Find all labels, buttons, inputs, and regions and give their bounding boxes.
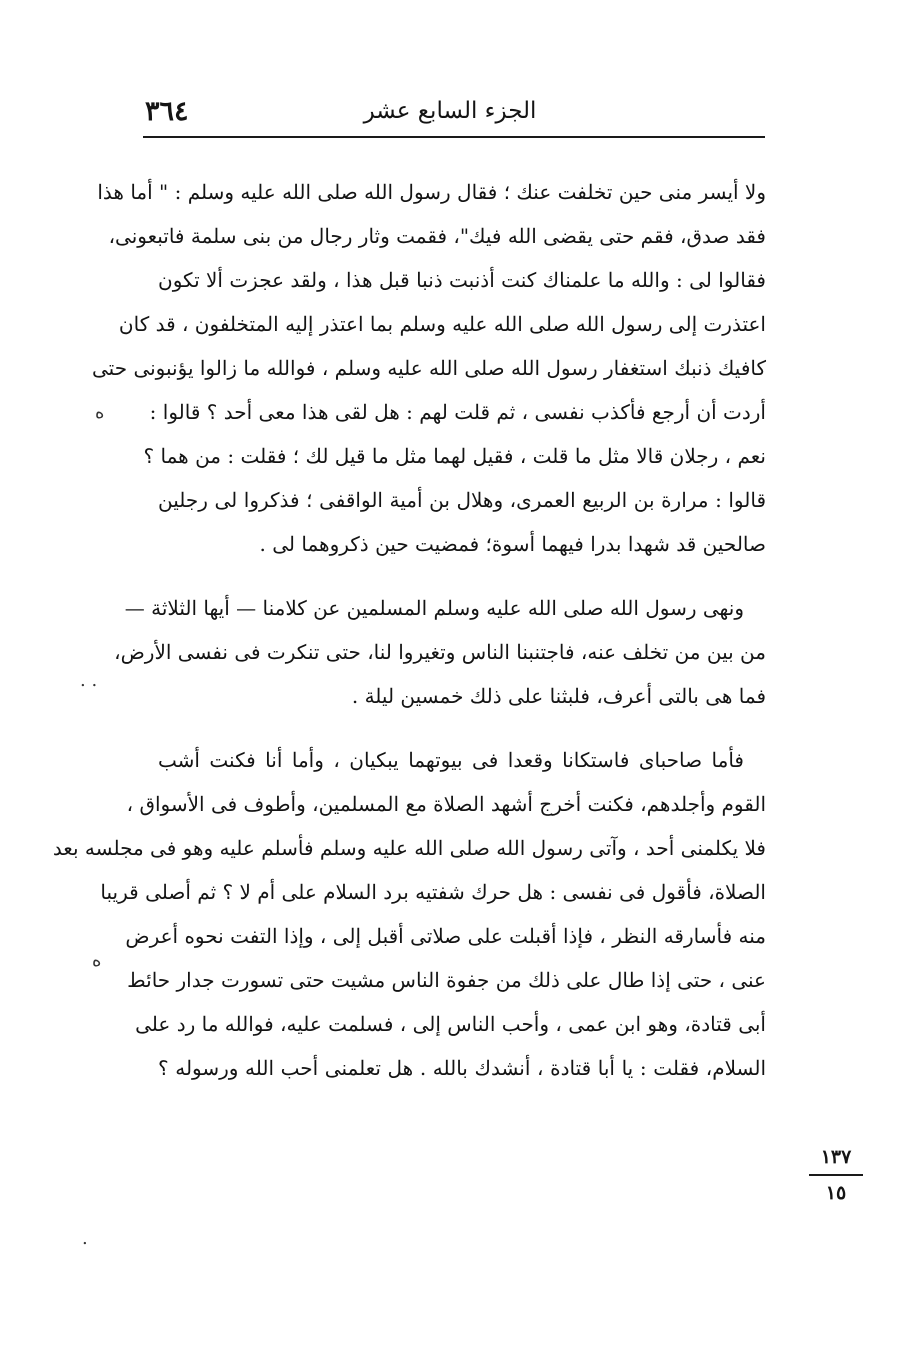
text-line: فلا يكلمنى أحد ، وآتى رسول الله صلى الله عليه وسلم فأسلم عليه وهو فى مجلسه بعد: [52, 836, 766, 860]
paragraph-gap: [158, 566, 766, 586]
text-line: ولا أيسر منى حين تخلفت عنك ؛ فقال رسول الله صلى الله عليه وسلم : " أما هذا: [97, 180, 766, 204]
text-line: فقد صدق، فقم حتى يقضى الله فيك"، فقمت وثار رجال من بنى سلمة فاتبعونى،: [108, 224, 766, 248]
text-line: فأما صاحباى فاستكانا وقعدا فى بيوتهما يبكيان ، وأما أنا فكنت أشب: [158, 748, 744, 772]
running-head: الجزء السابع عشر: [363, 98, 537, 124]
signature-mark: [805, 1142, 867, 1208]
text-line: السلام، فقلت : يا أبا قتادة ، أنشدك بالله . هل تعلمنى أحب الله ورسوله ؟: [158, 1056, 767, 1080]
margin-mark: ه: [92, 950, 102, 971]
signature-rule: [809, 1174, 863, 1176]
paragraph-1: [92, 170, 766, 566]
body-text: [52, 170, 767, 1090]
text-line: أبى قتادة، وهو ابن عمى ، وأحب الناس إلى ، فسلمت عليه، فوالله ما رد على: [135, 1012, 766, 1036]
paragraph-gap: [158, 718, 766, 738]
margin-mark: . .: [80, 670, 98, 691]
signature-top: ١٣٧: [820, 1146, 852, 1168]
text-line: الصلاة، فأقول فى نفسى : هل حرك شفتيه برد السلام على أم لا ؟ ثم أصلى قريبا: [100, 880, 766, 904]
paragraph-3: [52, 738, 767, 1090]
paragraph-2: [114, 586, 766, 718]
text-line: منه فأسارقه النظر ، فإذا أقبلت على صلاتى أقبل إلى ، وإذا التفت نحوه أعرض: [125, 924, 766, 948]
margin-mark: ه: [95, 402, 105, 423]
text-line: من بين من تخلف عنه، فاجتنبنا الناس وتغيروا لنا، حتى تنكرت فى نفسى الأرض،: [114, 640, 766, 664]
text-line: صالحين قد شهدا بدرا فيهما أسوة؛ فمضيت حين ذكروهما لى .: [259, 532, 766, 556]
text-line: القوم وأجلدهم، فكنت أخرج أشهد الصلاة مع المسلمين، وأطوف فى الأسواق ،: [126, 792, 766, 816]
text-line: نعم ، رجلان قالا مثل ما قلت ، فقيل لهما مثل ما قيل لك ؛ فقلت : من هما ؟: [143, 444, 766, 468]
text-line: قالوا : مرارة بن الربيع العمرى، وهلال بن أمية الواقفى ؛ فذكروا لى رجلين: [158, 488, 766, 512]
text-line: عنى ، حتى إذا طال على ذلك من جفوة الناس مشيت حتى تسورت جدار حائط: [127, 968, 766, 992]
text-line: اعتذرت إلى رسول الله صلى الله عليه وسلم بما اعتذر إليه المتخلفون ، قد كان: [118, 312, 766, 336]
text-line: فقالوا لى : والله ما علمناك كنت أذنبت ذنبا قبل هذا ، ولقد عجزت ألا تكون: [158, 268, 766, 292]
text-line: كافيك ذنبك استغفار رسول الله صلى الله عليه وسلم ، فوالله ما زالوا يؤنبونى حتى: [92, 356, 766, 380]
text-line: فما هى بالتى أعرف، فلبثنا على ذلك خمسين ليلة .: [351, 684, 766, 708]
signature-bottom: ١٥: [825, 1182, 847, 1204]
page-number: ٣٦٤: [145, 96, 189, 127]
text-line: ونهى رسول الله صلى الله عليه وسلم المسلمين عن كلامنا — أيها الثلاثة —: [124, 596, 744, 620]
margin-mark: .: [82, 1228, 88, 1249]
header-rule: [143, 136, 765, 138]
text-line: أردت أن أرجع فأكذب نفسى ، ثم قلت لهم : هل لقى هذا معى أحد ؟ قالوا :: [149, 400, 766, 424]
